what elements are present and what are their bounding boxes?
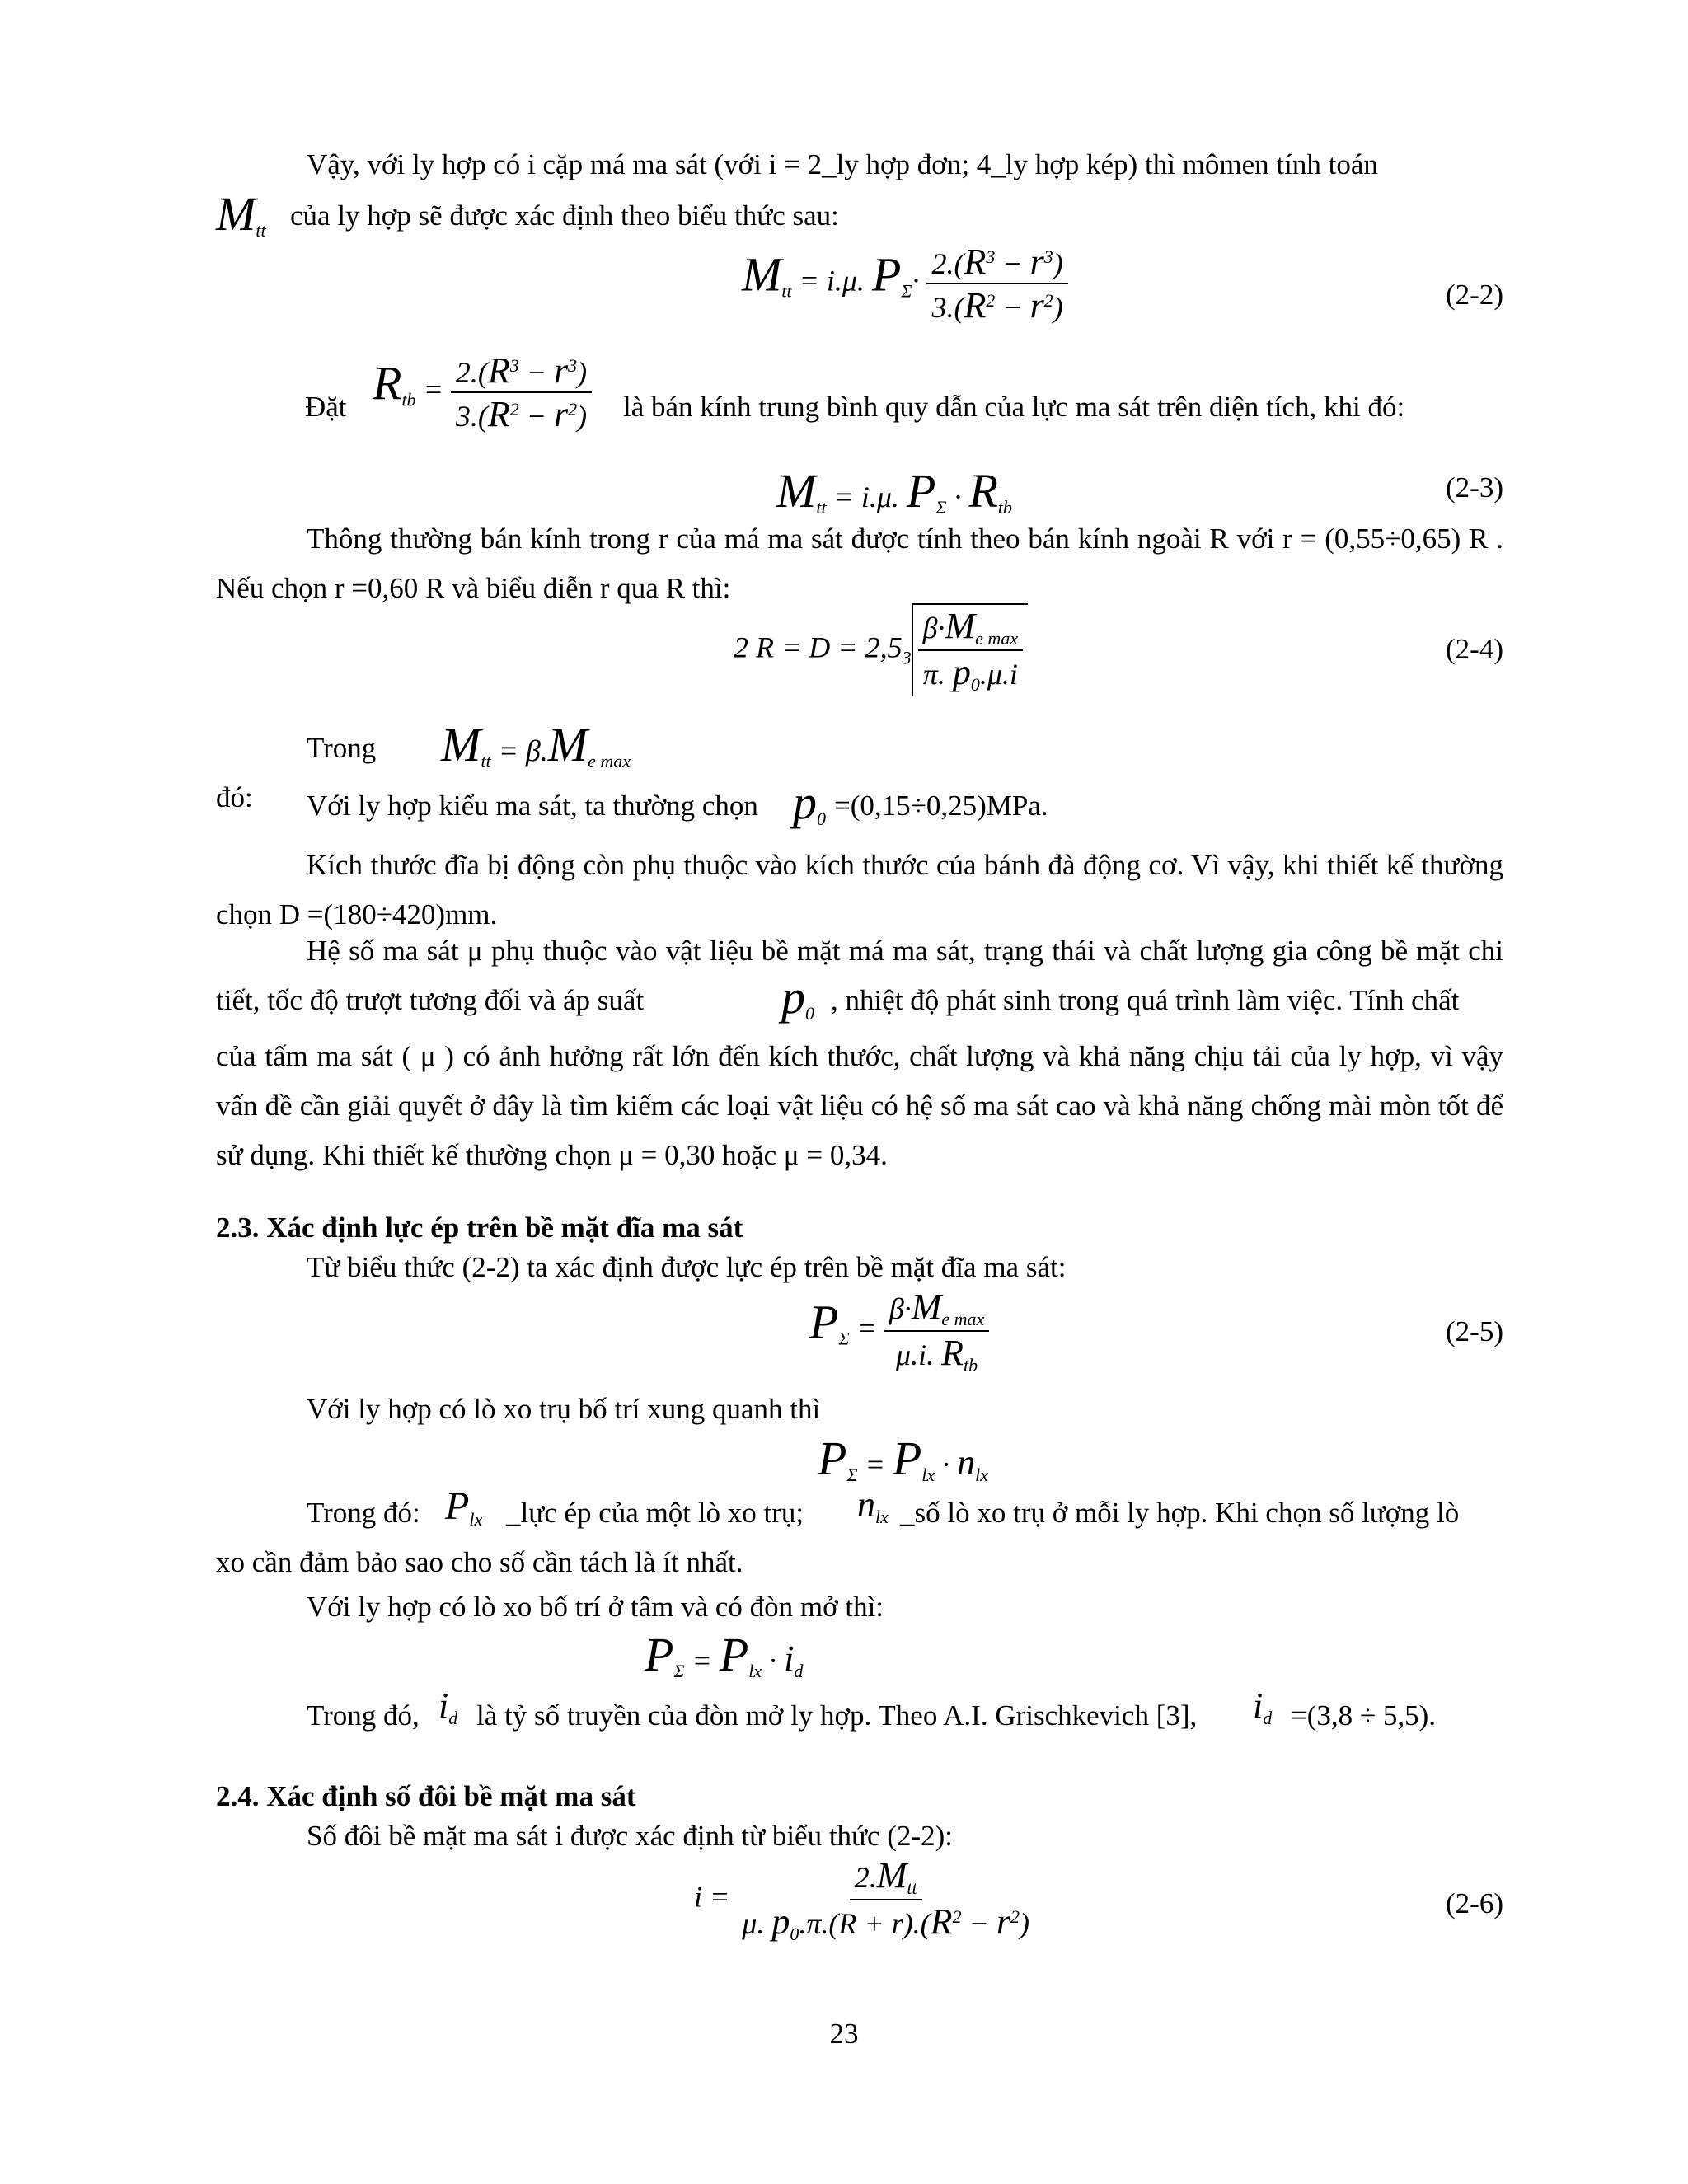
paragraph-5a: Hệ số ma sát μ phụ thuộc vào vật liệu bề mặt má ma sát, trạng thái và chất lượng gia công bề mặt chi tiết, tốc độ trượt tương đối và áp suất bbox=[216, 935, 1503, 1016]
formula-mtt-inline: $M_{tt}$ bbox=[216, 187, 266, 241]
formula-nlx: $n_{lx}$ bbox=[857, 1484, 889, 1528]
paragraph-5b-first: , nhiệt độ phát sinh trong quá trình làm việc. Tính chất bbox=[831, 984, 1460, 1016]
paragraph-7: Với ly hợp có lò xo trụ bố trí xung quanh thì bbox=[307, 1393, 821, 1425]
trong-do-1: Trong đó: bbox=[216, 732, 377, 813]
paragraph-3: Với ly hợp kiểu ma sát, ta thường chọn bbox=[307, 790, 758, 822]
equation-number: (2-5) bbox=[1446, 1315, 1503, 1347]
formula-rtb: $R_{tb}$ = $\frac{2.(R^3 - r^3)}{3.(R^2 - r^2)}$ bbox=[373, 349, 592, 435]
paragraph-8c-first: _số lò xo trụ ở mỗi ly hợp. Khi chọn số lượng lò bbox=[900, 1497, 1460, 1529]
paragraph-10b: là tỷ số truyền của đòn mở ly hợp. Theo A.I. Grischkevich [3], bbox=[476, 1699, 1198, 1732]
formula-p0-2: $p_0$ bbox=[781, 970, 814, 1024]
formula-id-2: $i_d$ bbox=[1253, 1685, 1273, 1729]
paragraph-5b: của tấm ma sát ( μ ) có ảnh hưởng rất lớn đến kích thước, chất lượng và khả năng chịu tải của ly hợp, vì vậy vấn đề cần giải quyết ở đây là tìm kiếm các loại vật liệu có hệ số ma sát cao và khả năng chống mài mòn tốt để sử dụng. Khi thiết kế thường chọn μ = 0,30 hoặc μ = 0,34. bbox=[216, 1040, 1503, 1171]
equation-number: (2-6) bbox=[1446, 1887, 1503, 1919]
paragraph-6: Từ biểu thức (2-2) ta xác định được lực ép trên bề mặt đĩa ma sát: bbox=[307, 1251, 1067, 1283]
heading-2-4: 2.4. Xác định số đôi bề mặt ma sát bbox=[216, 1780, 636, 1812]
formula-2-6: i = $\frac{2.M_{tt}}{\mu. p_0.\pi.(R + r).(R^2 - r^2)}$ bbox=[694, 1855, 1029, 1945]
dat-label: Đặt bbox=[305, 391, 347, 423]
formula-id: $i_d$ bbox=[438, 1685, 458, 1729]
paragraph-4: Kích thước đĩa bị động còn phụ thuộc vào kích thước của bánh đà động cơ. Vì vậy, khi thiết kế thường chọn D =(180÷420)mm. bbox=[216, 849, 1503, 930]
paragraph-8a: Trong đó: bbox=[307, 1497, 420, 1529]
formula-p0: $p_0$ bbox=[793, 776, 826, 830]
paragraph-10c: =(3,8 ÷ 5,5). bbox=[1291, 1699, 1437, 1732]
formula-psum-lx: $P_\Sigma = P_{lx} \cdot n_{lx}$ bbox=[818, 1432, 989, 1486]
formula-psum-id: $P_\Sigma = P_{lx} \cdot i_d$ bbox=[645, 1628, 804, 1682]
paragraph-8b: _lực ép của một lò xo trụ; bbox=[506, 1497, 804, 1529]
paragraph-9: Với ly hợp có lò xo bố trí ở tâm và có đòn mở thì: bbox=[307, 1591, 884, 1623]
equation-number: (2-3) bbox=[1446, 471, 1503, 504]
paragraph-1b: của ly hợp sẽ được xác định theo biểu thức sau: bbox=[290, 199, 839, 232]
equation-number: (2-4) bbox=[1446, 633, 1503, 665]
formula-2-4: 2 $R = D = 2,5_3$ $\frac{\beta\cdot M_{e max}}{\pi. p_0.\mu.i}$ bbox=[734, 603, 1028, 696]
paragraph-8c: xo cần đảm bảo sao cho số cần tách là ít nhất. bbox=[216, 1546, 743, 1578]
formula-2-3: $M_{tt} = i.\mu$. $P_\Sigma \cdot R_{tb}$ bbox=[776, 464, 1013, 518]
paragraph-10a: Trong đó, bbox=[307, 1699, 420, 1732]
paragraph-1: Vậy, với ly hợp có i cặp má ma sát (với i = 2_ly hợp đơn; 4_ly hợp kép) thì mômen tính toán bbox=[307, 148, 1378, 180]
heading-2-3: 2.3. Xác định lực ép trên bề mặt đĩa ma sát bbox=[216, 1212, 743, 1244]
formula-plx: $P_{lx}$ bbox=[445, 1484, 483, 1530]
page-number: 23 bbox=[829, 2018, 859, 2050]
formula-2-5: $P_\Sigma$ = $\frac{\beta\cdot M_{e max}}{\mu.i. R_{tb}}$ bbox=[809, 1286, 989, 1376]
formula-mtt-beta: $M_{tt} = \beta.M_{e max}$ bbox=[441, 718, 631, 772]
equation-number: (2-2) bbox=[1446, 279, 1503, 311]
paragraph-2: Thông thường bán kính trong r của má ma sát được tính theo bán kính ngoài R với r = (0,55÷0,65) R . Nếu chọn r =0,60 R và biểu diễn r qua R thì: bbox=[216, 523, 1503, 604]
dat-tail: là bán kính trung bình quy dẫn của lực ma sát trên diện tích, khi đó: bbox=[623, 391, 1405, 423]
paragraph-3-tail: =(0,15÷0,25)MPa. bbox=[834, 790, 1048, 822]
paragraph-11: Số đôi bề mặt ma sát i được xác định từ biểu thức (2-2): bbox=[307, 1820, 953, 1852]
formula-2-2: $M_{tt} = i.\mu$. $P_\Sigma\cdot$ $\frac{2.(R^3 - r^3)}{3.(R^2 - r^2)}$ bbox=[742, 241, 1068, 326]
